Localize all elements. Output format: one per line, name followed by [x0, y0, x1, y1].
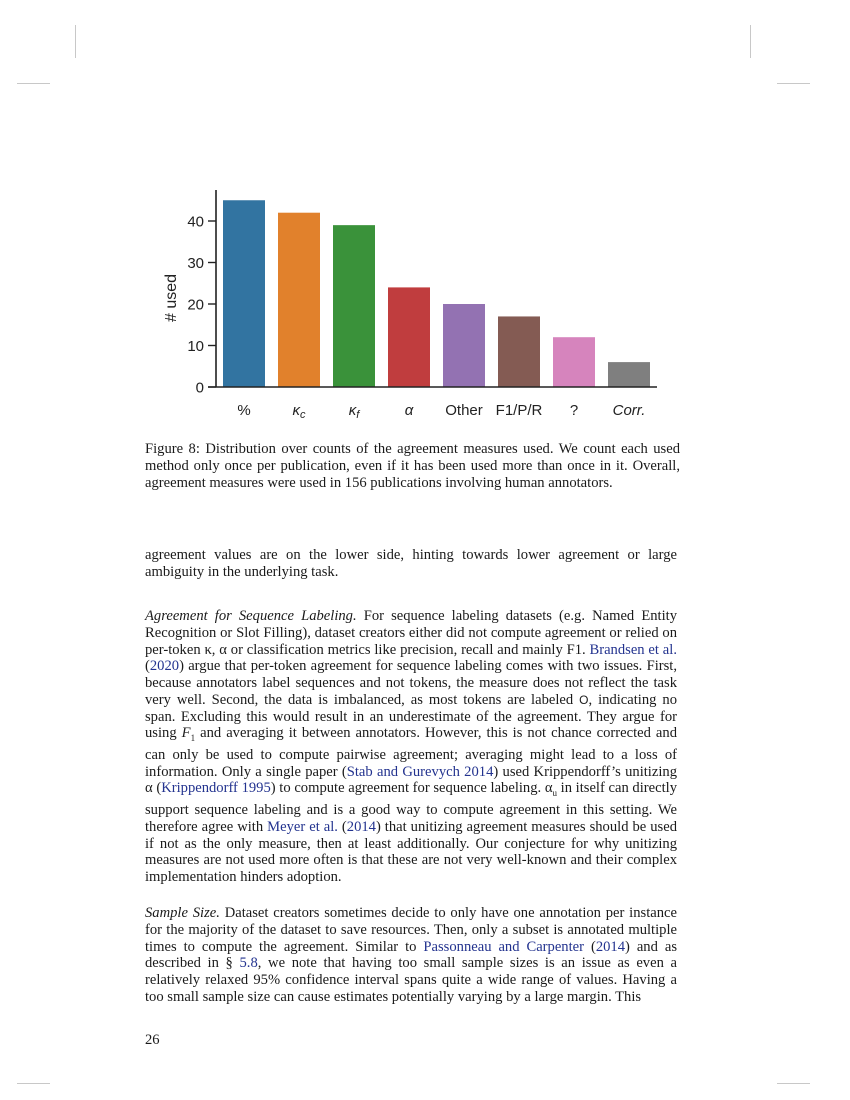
y-tick-label-40: 40 — [187, 213, 204, 231]
x-tick-label-3: α — [404, 402, 414, 419]
paragraph-text: , indicating no span. Excluding this would result in an underestimate of the agreement. They argue for using — [145, 691, 677, 742]
paragraph-text: Dataset creators sometimes decide to only have one annotation per instance for the majority of the dataset to save resources. Then, only a subset is annotated multiple times to compute the agreement. Similar to — [145, 905, 677, 955]
x-tick-label-1: $\kappa_c$ — [292, 402, 306, 421]
paragraph-sequence-labeling: Agreement for Sequence Labeling. For sequence labeling datasets (e.g. Named Entity Recognition or Slot Filling), dataset creators either did not compute agreement or relied on per-token κ, α or classification metrics like precision, recall and mainly F1. Brandsen et al. (2020) argue that per-token agreement for sequence labeling comes with two issues. First, because annotators label sequences and not tokens, the measure does not reflect the task very well. Second, the data is imbalanced, as most tokens are labeled O, indicating no span. Excluding this would result in an underestimate of the agreement. They argue for using $F_1$ and averaging it between annotators. However, this is not chance corrected and can only be used to compute pairwise agreement; averaging might lead to a loss of information. Only a single paper (Stab and Gurevych 2014) used Krippendorff’s unitizing α (Krippendorff 1995) to compute agreement for sequence labeling. $\alpha_u$ in itself can directly support sequence labeling and is a good way to compute agreement in this setting. We therefore agree with Meyer et al. (2014) that unitizing agreement measures should be used if not as the only measure, then at least additionally. Our conjecture for why unitizing measures are not used more often is that these are not very well-known and their complex implementation hinders adoption. — [145, 608, 678, 886]
citation-link-meyer[interactable]: Meyer et al. — [267, 818, 338, 835]
crop-mark-left-upper — [17, 83, 50, 84]
y-tick-label-30: 30 — [187, 255, 204, 272]
page-number: 26 — [145, 1032, 160, 1048]
section-link[interactable]: 5.8 — [239, 955, 258, 972]
chart-canvas — [150, 180, 670, 430]
x-tick-label-2: $\kappa_f$ — [348, 402, 360, 421]
paragraph-text: ) to compute agreement for sequence labeling. α — [270, 780, 553, 797]
citation-link-krippendorff[interactable]: Krippendorff 1995 — [161, 780, 271, 797]
paragraph-title: Sample Size. — [145, 905, 220, 921]
crop-mark-left-lower — [17, 1083, 50, 1084]
y-tick-label-10: 10 — [187, 338, 204, 355]
alpha-subscript: u — [552, 788, 557, 799]
citation-year-link-meyer[interactable]: 2014 — [346, 818, 376, 835]
bar-2 — [333, 225, 375, 387]
citation-link-brandsen[interactable]: Brandsen et al. — [589, 641, 677, 658]
paragraph-continuation — [145, 547, 677, 581]
citation-year-link-brandsen[interactable]: 2020 — [149, 658, 180, 675]
x-tick-label-7: Corr. — [612, 402, 646, 419]
bar-3 — [388, 287, 430, 387]
paragraph-text: in itself can directly support sequence labeling and is a good way to compute agreement in this setting. We therefore agree with — [145, 780, 678, 835]
paragraph-text: argue that per-token agreement for sequence labeling comes with two issues. First, because annotators label sequences and not tokens, the measure does not reflect the task very well. Second, the data is imbalanced, as most tokens are labeled — [145, 658, 677, 708]
f1-subscript: 1 — [190, 733, 196, 744]
x-tick-label-0: % — [237, 402, 251, 419]
x-tick-label-5: F1/P/R — [495, 402, 543, 419]
paragraph-text: ) used Krippendorff’s unitizing α ( — [145, 763, 677, 797]
paragraph-sample-size: Sample Size. Dataset creators sometimes decide to only have one annotation per instance for the majority of the dataset to save resources. Then, only a subset is annotated multiple times to compute the agreement. Similar to Passonneau and Carpenter (2014) and as described in § 5.8, we note that having too small sample sizes is an issue as even a relatively relaxed 95% confidence interval spans quite a wide range of values. Having a too small sample size can cause estimates potentially varying by a large margin. This — [145, 905, 677, 1005]
bar-4 — [443, 304, 485, 387]
paragraph-text: and as described in § — [145, 938, 677, 972]
crop-mark-top-left — [75, 25, 76, 58]
paragraph-text: that unitizing agreement measures should be used if not as the only measure, then at least additionally. Our conjecture for why unitizing measures are not used more often is that these are not very well-known and their complex implementation hinders adoption. — [145, 818, 677, 886]
citation-link-passonneau[interactable]: Passonneau and Carpenter — [423, 938, 584, 955]
x-tick-label-4: Other — [445, 402, 483, 419]
bar-6 — [553, 337, 595, 387]
bar-7 — [608, 362, 650, 387]
f1-symbol: F — [181, 725, 191, 742]
bar-0 — [223, 200, 265, 387]
paragraph-title: Agreement for Sequence Labeling. — [145, 608, 357, 624]
citation-link-stab[interactable]: Stab and Gurevych 2014 — [346, 763, 494, 780]
y-axis-label: # used — [163, 273, 180, 323]
paragraph-text: and averaging it between annotators. However, this is not chance corrected and can only be used to compute pairwise agreement; averaging might lead to a loss of information. Only a single paper ( — [145, 725, 677, 780]
paragraph-text: agreement values are on the lower side, hinting towards lower agreement or large ambiguity in the underlying task. — [145, 547, 677, 580]
crop-mark-top-right — [750, 25, 751, 58]
paragraph-text: , we note that having too small sample sizes is an issue as even a relatively relaxed 95% confidence interval spans quite a wide range of values. Having a too small sample size can cause estimates potentially varying by a large margin. This — [145, 955, 677, 1005]
y-tick-label-20: 20 — [187, 296, 204, 314]
y-tick-label-0: 0 — [195, 379, 204, 397]
bar-5 — [498, 316, 540, 387]
x-tick-label-6: ? — [569, 402, 579, 419]
crop-mark-right-lower — [777, 1083, 810, 1084]
paragraph-text: For sequence labeling datasets (e.g. Named Entity Recognition or Slot Filling), dataset creators either did not compute agreement or relied on per-token κ, α or classification metrics like precision, recall and mainly F1. — [145, 608, 677, 658]
figure-caption: Figure 8: Distribution over counts of the agreement measures used. We count each used method only once per publication, even if it has been used more than once in it. Overall, agreement measures were used in 156 publications involving human annotators. — [145, 441, 680, 491]
bar-1 — [278, 213, 320, 387]
bar-chart-agreement-measures — [150, 180, 670, 430]
crop-mark-right-upper — [777, 83, 810, 84]
citation-year-link-passonneau[interactable]: 2014 — [595, 938, 625, 955]
label-o: O — [579, 692, 589, 707]
